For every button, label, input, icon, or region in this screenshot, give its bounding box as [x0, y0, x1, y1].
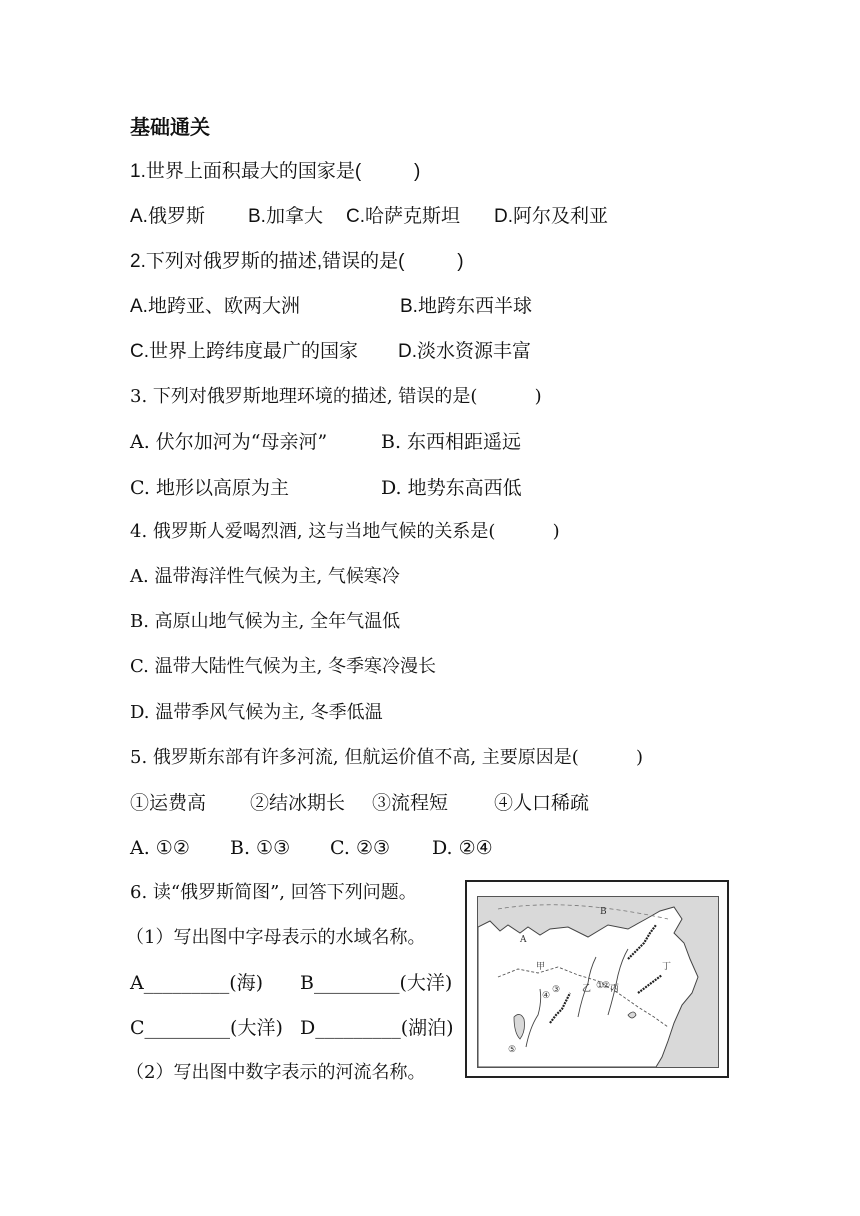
- label-n2: ②: [602, 981, 611, 991]
- arctic-circle: [498, 905, 668, 919]
- option-a: A. ①②: [130, 837, 190, 859]
- option-c: C.世界上跨纬度最广的国家: [130, 341, 359, 362]
- option-d: D.阿尔及利亚: [494, 206, 609, 227]
- option-a: A.地跨亚、欧两大洲: [130, 296, 300, 317]
- option-b: B. 高原山地气候为主, 全年气温低: [130, 611, 401, 632]
- option-c: C. 地形以高原为主: [130, 477, 289, 499]
- option-b: B.地跨东西半球: [400, 296, 532, 317]
- option-d: D. 地势东高西低: [381, 477, 522, 499]
- option-c: C. 温带大陆性气候为主, 冬季寒冷漫长: [130, 656, 437, 677]
- reason-2: ②结冰期长: [250, 792, 346, 814]
- russia-map: [465, 880, 729, 1078]
- label-n5: ⑤: [508, 1045, 517, 1055]
- sub-question-2: （2）写出图中数字表示的河流名称。: [126, 1062, 426, 1083]
- section-title: 基础通关: [130, 117, 210, 139]
- option-b: B. ①③: [230, 837, 291, 859]
- question-stem: 5. 俄罗斯东部有许多河流, 但航运价值不高, 主要原因是( ): [130, 747, 644, 768]
- label-n3: ③: [552, 985, 561, 995]
- sub-question-1: （1）写出图中字母表示的水域名称。: [126, 927, 426, 948]
- question-stem: 2.下列对俄罗斯的描述,错误的是( ): [130, 251, 464, 272]
- label-ding: 丁: [662, 962, 672, 972]
- reason-4: ④人口稀疏: [494, 792, 590, 814]
- question-stem: 3. 下列对俄罗斯地理环境的描述, 错误的是( ): [130, 386, 542, 407]
- label-jia: 甲: [536, 962, 546, 972]
- blank-a: A_________(海): [130, 972, 264, 994]
- question-stem: 1.世界上面积最大的国家是( ): [130, 161, 421, 182]
- option-a: A. 温带海洋性气候为主, 气候寒冷: [130, 566, 400, 587]
- label-b: B: [600, 907, 607, 917]
- question-stem: 4. 俄罗斯人爱喝烈酒, 这与当地气候的关系是( ): [130, 521, 560, 542]
- label-a: A: [520, 935, 527, 945]
- label-n1: ①: [596, 981, 605, 991]
- option-b: B.加拿大: [248, 206, 323, 227]
- label-bing: 丙: [610, 984, 620, 994]
- option-a: A.俄罗斯: [130, 206, 205, 227]
- blank-d: D_________(湖泊): [300, 1017, 454, 1039]
- label-yi: 乙: [582, 984, 592, 994]
- reason-1: ①运费高: [130, 792, 207, 814]
- reason-3: ③流程短: [372, 792, 449, 814]
- option-b: B. 东西相距遥远: [381, 431, 522, 453]
- blank-b: B_________(大洋): [300, 972, 453, 994]
- option-d: D.淡水资源丰富: [398, 341, 532, 362]
- option-d: D. 温带季风气候为主, 冬季低温: [130, 702, 383, 723]
- map-area: [477, 896, 719, 1068]
- option-d: D. ②④: [432, 837, 493, 859]
- question-stem: 6. 读“俄罗斯简图”, 回答下列问题。: [130, 882, 417, 903]
- blank-c: C_________(大洋): [130, 1017, 283, 1039]
- option-c: C. ②③: [330, 837, 391, 859]
- label-n4: ④: [542, 991, 551, 1001]
- option-a: A. 伏尔加河为“母亲河”: [130, 431, 328, 453]
- option-c: C.哈萨克斯坦: [346, 206, 461, 227]
